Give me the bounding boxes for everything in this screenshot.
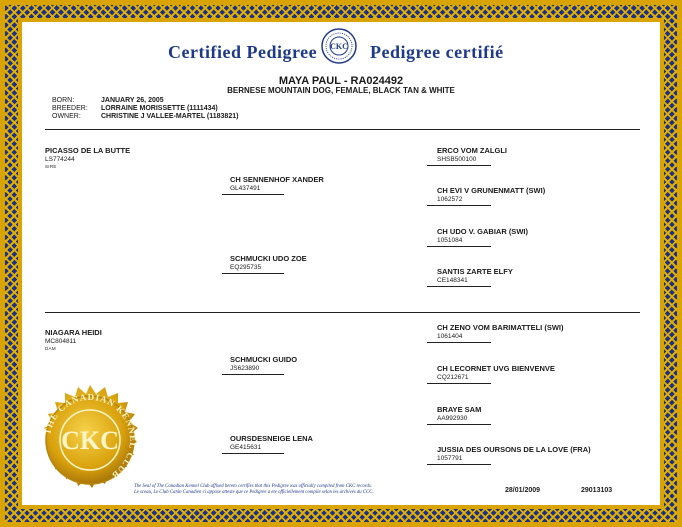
gen3-underline (427, 286, 491, 287)
gen2-underline (222, 374, 284, 375)
seal-top-letters: CKC (330, 42, 348, 51)
gen2-entry (230, 434, 313, 452)
issue-date: 28/01/2009 (505, 487, 541, 494)
title-french: Pedigree certifié (370, 42, 504, 62)
dog-description: BERNESE MOUNTAIN DOG, FEMALE, BLACK TAN & WHITE (227, 86, 455, 95)
gen3-name: SANTIS ZARTE ELFY (437, 267, 513, 276)
gen3-reg: 1051084 (437, 237, 463, 244)
gen2-underline (222, 453, 284, 454)
gen3-entry (437, 445, 591, 463)
gen2-underline (222, 194, 284, 195)
gen2-underline (222, 273, 284, 274)
gen3-entry (437, 405, 481, 423)
gen2-name: CH SENNENHOF XANDER (230, 175, 324, 184)
gen3-reg: 1057791 (437, 455, 463, 462)
footer-note-fr: Le sceau, Le Club Canin Canadien ci appose atteste que ce Pedigree a ete officiellement compile selon les archives du CCC. (134, 490, 374, 495)
gen3-reg: SHSB500100 (437, 156, 477, 163)
gen2-name: SCHMUCKI GUIDO (230, 355, 298, 364)
gen3-underline (427, 424, 491, 425)
gen3-underline (427, 464, 491, 465)
gen2-reg: JS623890 (230, 365, 260, 372)
gen3-underline (427, 246, 491, 247)
dam-name: NIAGARA HEIDI (45, 328, 102, 337)
gen3-underline (427, 205, 491, 206)
owner-value: CHRISTINE J VALLEE-MARTEL (1183821) (101, 113, 239, 120)
gen3-name: CH UDO V. GABIAR (SWI) (437, 227, 528, 236)
title-english: Certified Pedigree (168, 42, 318, 62)
gen3-reg: 1061404 (437, 333, 463, 340)
sire-reg: LS774244 (45, 156, 75, 163)
gen3-name: ERCO VOM ZALGLI (437, 146, 507, 155)
certificate-number: 29013103 (581, 487, 613, 494)
gen2-name: OURSDESNEIGE LENA (230, 434, 313, 443)
divider-top (45, 129, 640, 130)
breeder-label: BREEDER: (52, 105, 88, 112)
gen3-entry (437, 323, 564, 341)
gen3-name: JUSSIA DES OURSONS DE LA LOVE (FRA) (437, 445, 591, 454)
gen3-entry (437, 364, 555, 382)
gen2-reg: GL437491 (230, 185, 261, 192)
footer-note-en: The Seal of The Canadian Kennel Club affixed hereto certifies that this Pedigree was officially compiled from CKC records. (134, 484, 372, 489)
dog-name: MAYA PAUL - RA024492 (278, 75, 404, 87)
footer-note (134, 484, 434, 496)
dam-entry (45, 328, 102, 352)
gen3-underline (427, 383, 491, 384)
born-label: BORN: (52, 97, 75, 104)
born-value: JANUARY 26, 2005 (101, 97, 164, 104)
gen3-name: CH EVI V GRUNENMATT (SWI) (437, 186, 546, 195)
owner-label: OWNER: (52, 113, 81, 120)
gen3-name: CH ZENO VOM BARIMATTELI (SWI) (437, 323, 564, 332)
gen3-entry (437, 227, 528, 245)
gen3-underline (427, 342, 491, 343)
gen3-reg: AA992930 (437, 415, 468, 422)
gen3-entry (437, 146, 507, 164)
gen2-reg: EQ295735 (230, 264, 262, 271)
gen3-name: CH LECORNET UVG BIENVENVE (437, 364, 555, 373)
breeder-value: LORRAINE MORISSETTE (1111434) (101, 105, 218, 112)
sire-entry (45, 146, 130, 170)
gen2-entry (230, 175, 324, 193)
sire-name: PICASSO DE LA BUTTE (45, 146, 131, 155)
ckc-seal-icon (321, 28, 357, 64)
gen2-name: SCHMUCKI UDO ZOE (230, 254, 307, 263)
gen3-reg: CQ212671 (437, 374, 469, 381)
gen3-underline (427, 165, 491, 166)
gen3-entry (437, 267, 513, 285)
gen3-entry (437, 186, 545, 204)
gen3-reg: CE148341 (437, 277, 468, 284)
seal-ring-text: THE CANADIAN KENNEL CLUB (42, 391, 139, 481)
ckc-gold-seal-icon (30, 376, 150, 496)
dam-tag: DAM (45, 346, 56, 351)
divider-middle (45, 312, 640, 313)
gen3-name: BRAYE SAM (437, 405, 482, 414)
sire-tag: SIRE (45, 164, 57, 169)
gen3-reg: 1062572 (437, 196, 463, 203)
gen2-entry (230, 355, 297, 373)
dam-reg: MC804811 (45, 338, 77, 345)
gen2-reg: GE415631 (230, 444, 262, 451)
seal-letters: CKC (61, 426, 119, 455)
gen2-entry (230, 254, 307, 272)
